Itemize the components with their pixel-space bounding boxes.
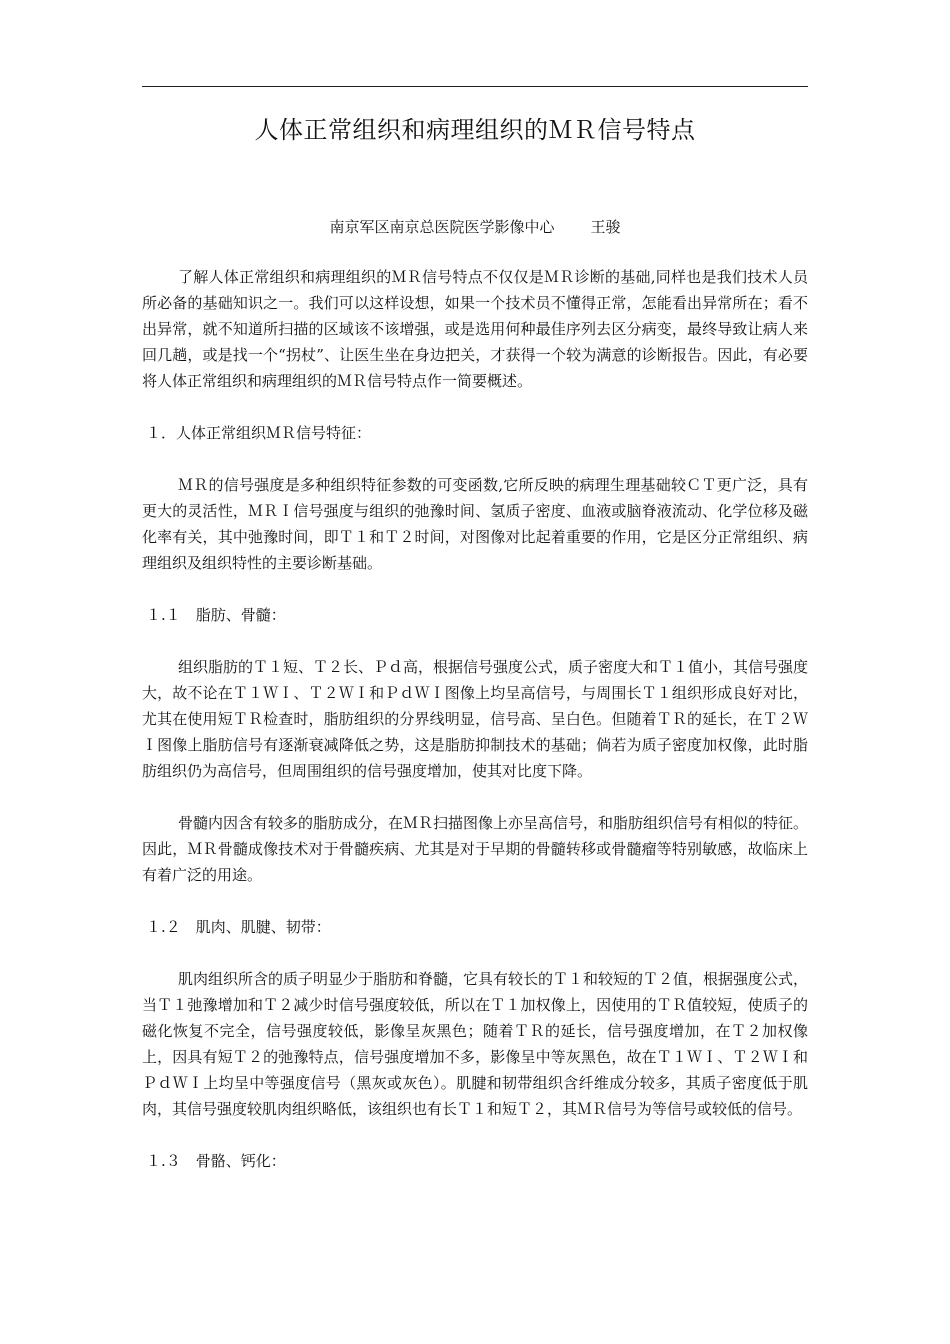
section-1-3-heading: １.３ 骨骼、钙化： bbox=[146, 1152, 286, 1170]
section-1-heading: １．人体正常组织ＭＲ信号特征： bbox=[146, 424, 372, 442]
document-title: 人体正常组织和病理组织的ＭＲ信号特点 bbox=[254, 116, 696, 144]
author-name: 王骏 bbox=[590, 218, 621, 236]
author-line bbox=[142, 215, 808, 239]
section-1-2-paragraph: 肌肉组织所含的质子明显少于脂肪和脊髓，它具有较长的Ｔ１和较短的Ｔ２值，根据强度公式，当Ｔ１弛豫增加和Ｔ２减少时信号强度较低，所以在Ｔ１加权像上，因使用的ＴＲ值较短，使质子的磁化恢复不完全，信号强度较低，影像呈灰黑色；随着ＴＲ的延长，信号强度增加，在Ｔ２加权像上，因具有短Ｔ２的弛豫特点，信号强度增加不多，影像呈中等灰黑色，故在Ｔ１ＷＩ、Ｔ２ＷＩ和ＰｄＷＩ上均呈中等强度信号（黑灰或灰色）。肌腱和韧带组织含纤维成分较多，其质子密度低于肌肉，其信号强度较肌肉组织略低，该组织也有长Ｔ１和短Ｔ２，其ＭＲ信号为等信号或较低的信号。 bbox=[142, 970, 809, 1118]
section-1-paragraph: ＭＲ的信号强度是多种组织特征参数的可变函数,它所反映的病理生理基础较ＣＴ更广泛，具有更大的灵活性，ＭＲＩ信号强度与组织的弛豫时间、氢质子密度、血液或脑脊液流动、化学位移及磁化率有关，其中弛豫时间，即Ｔ１和Ｔ２时间，对图像对比起着重要的作用，它是区分正常组织、病理组织及组织特性的主要诊断基础。 bbox=[142, 476, 808, 572]
section-1-1-heading: １.１ 脂肪、骨髓： bbox=[146, 606, 286, 624]
section-1-2-heading: １.２ 肌肉、肌腱、韧带： bbox=[146, 918, 331, 936]
header-rule bbox=[142, 86, 808, 87]
section-1-1-paragraph-1: 组织脂肪的Ｔ１短、Ｔ２长、Ｐｄ高，根据信号强度公式，质子密度大和Ｔ１值小，其信号强度大，故不论在Ｔ１ＷＩ、Ｔ２ＷＩ和ＰｄＷＩ图像上均呈高信号，与周围长Ｔ１组织形成良好对比，尤其在使用短ＴＲ检查时，脂肪组织的分界线明显，信号高、呈白色。但随着ＴＲ的延长，在Ｔ２ＷＩ图像上脂肪信号有逐渐衰减降低之势，这是脂肪抑制技术的基础；倘若为质子密度加权像，此时脂肪组织仍为高信号，但周围组织的信号强度增加，使其对比度下降。 bbox=[142, 658, 809, 780]
affiliation: 南京军区南京总医院医学影像中心 bbox=[329, 218, 555, 236]
section-1-1-paragraph-2: 骨髓内因含有较多的脂肪成分，在ＭＲ扫描图像上亦呈高信号，和脂肪组织信号有相似的特征。因此，ＭＲ骨髓成像技术对于骨髓疾病、尤其是对于早期的骨髓转移或骨髓瘤等特别敏感，故临床上有着广泛的用途。 bbox=[142, 814, 809, 884]
document-body bbox=[142, 264, 808, 1200]
intro-paragraph: 了解人体正常组织和病理组织的ＭＲ信号特点不仅仅是ＭＲ诊断的基础,同样也是我们技术人员所必备的基础知识之一。我们可以这样设想，如果一个技术员不懂得正常，怎能看出异常所在；看不出异常，就不知道所扫描的区域该不该增强，或是选用何种最佳序列去区分病变，最终导致让病人来回几趟，或是找一个“拐杖”、让医生坐在身边把关，才获得一个较为满意的诊断报告。因此，有必要将人体正常组织和病理组织的ＭＲ信号特点作一简要概述。 bbox=[142, 268, 808, 390]
